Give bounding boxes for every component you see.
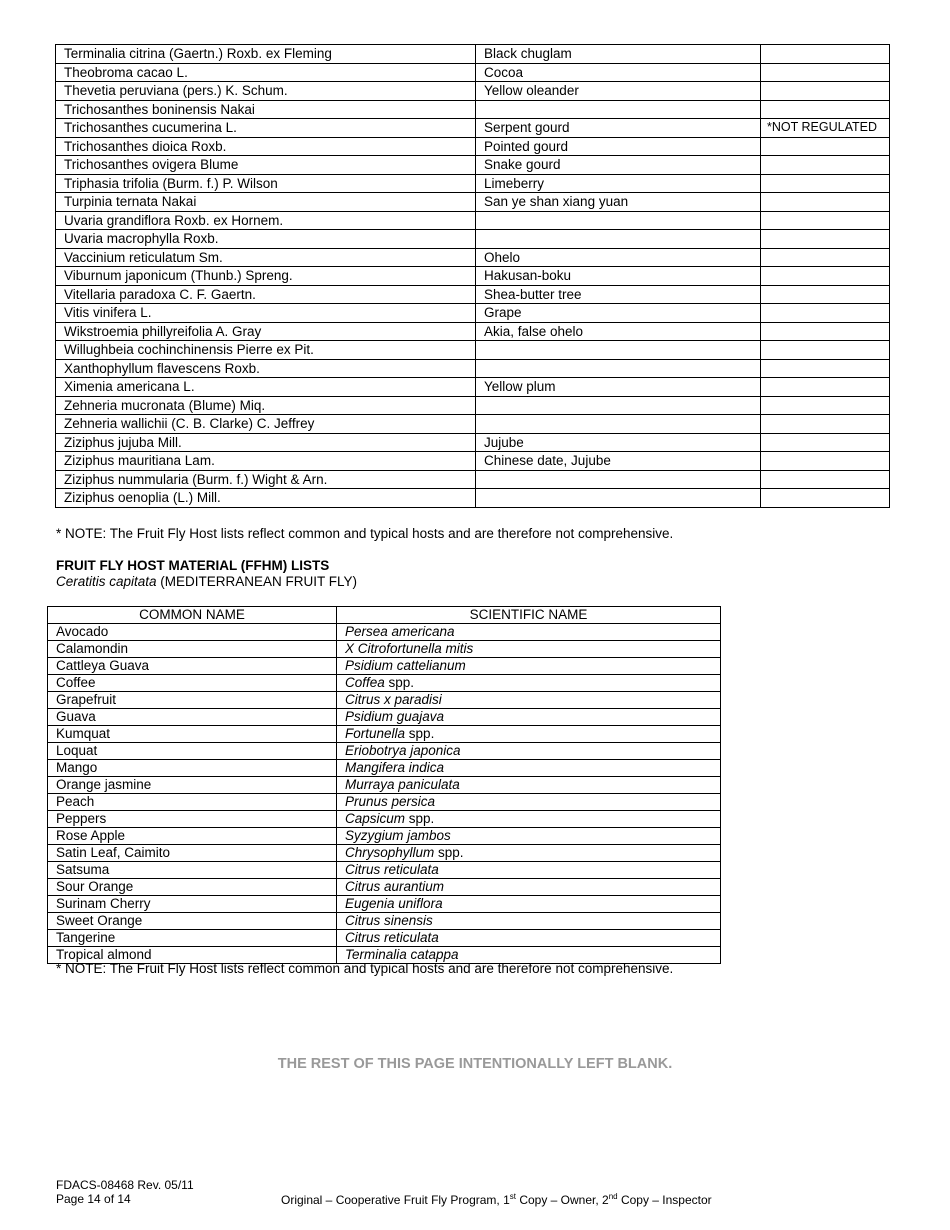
common-name-cell: Chinese date, Jujube [476,452,761,471]
common-name-cell: Pointed gourd [476,137,761,156]
scientific-name-italic: Citrus sinensis [345,913,433,928]
regulation-status-cell [761,63,890,82]
table-row [56,470,890,489]
common-name-cell: Rose Apple [48,828,337,845]
scientific-name-cell: Ziziphus jujuba Mill. [56,433,476,452]
scientific-name-cell [337,862,721,879]
common-name-cell: Kumquat [48,726,337,743]
common-name-cell [476,359,761,378]
scientific-name-italic: Coffea [345,675,385,690]
common-name-cell: Shea-butter tree [476,285,761,304]
scientific-name-cell [337,879,721,896]
scientific-name-cell: Thevetia peruviana (pers.) K. Schum. [56,82,476,101]
table-row [56,174,890,193]
regulation-status-cell [761,285,890,304]
common-name-cell: Hakusan-boku [476,267,761,286]
scientific-name-cell: Theobroma cacao L. [56,63,476,82]
scientific-name-italic: Chrysophyllum [345,845,435,860]
table-row [56,359,890,378]
scientific-name-cell: Zehneria wallichii (C. B. Clarke) C. Jeffrey [56,415,476,434]
scientific-name-italic: Prunus persica [345,794,436,809]
common-name-cell: Calamondin [48,641,337,658]
scientific-name-italic: Eugenia uniflora [345,896,443,911]
common-name-cell: Cattleya Guava [48,658,337,675]
scientific-name-cell: Ziziphus nummularia (Burm. f.) Wight & Arn. [56,470,476,489]
table-row [48,760,721,777]
scientific-name-cell: Zehneria mucronata (Blume) Miq. [56,396,476,415]
table-row [48,709,721,726]
common-name-cell [476,230,761,249]
table-row [56,119,890,138]
table-row [56,267,890,286]
scientific-name-cell [337,930,721,947]
regulation-status-cell [761,156,890,175]
scientific-name-italic: Psidium guajava [345,709,445,724]
regulation-status-cell [761,230,890,249]
scientific-name-cell: Willughbeia cochinchinensis Pierre ex Pit. [56,341,476,360]
table-row [56,378,890,397]
common-name-cell [476,211,761,230]
blank-page-notice: THE REST OF THIS PAGE INTENTIONALLY LEFT BLANK. [277,1056,673,1072]
table-row [48,811,721,828]
common-name-cell: Sweet Orange [48,913,337,930]
table-row [48,726,721,743]
column-header-common: COMMON NAME [48,607,337,624]
ffhm-species [56,574,357,589]
common-name-cell: Serpent gourd [476,119,761,138]
common-name-cell: Grapefruit [48,692,337,709]
regulation-status-cell [761,433,890,452]
table-row [56,304,890,323]
scientific-name-italic: Citrus reticulata [345,930,439,945]
scientific-name-cell [337,726,721,743]
copy-owner: Copy – Owner, 2 [515,1193,609,1207]
common-name-cell: Coffee [48,675,337,692]
scientific-name-italic: Capsicum [345,811,406,826]
scientific-name-cell [337,896,721,913]
host-table-body [56,45,890,508]
common-name-cell: Tropical almond [48,947,337,964]
host-list-note: * NOTE: The Fruit Fly Host lists reflect common and typical hosts and are therefore not comprehensive. [56,526,674,541]
scientific-name-cell [337,675,721,692]
table-row [56,452,890,471]
scientific-name-cell: Ziziphus mauritiana Lam. [56,452,476,471]
scientific-name-italic: Citrus reticulata [345,862,439,877]
scientific-name-cell [337,760,721,777]
regulation-status-cell [761,82,890,101]
scientific-name-italic: Psidium cattelianum [345,658,466,673]
table-row [56,341,890,360]
table-row [48,828,721,845]
regulation-status-cell [761,378,890,397]
scientific-name-cell: Vaccinium reticulatum Sm. [56,248,476,267]
copy-original: Original – Cooperative Fruit Fly Program, 1 [281,1193,510,1207]
common-name-cell [476,341,761,360]
scientific-name-cell [337,743,721,760]
table-row [56,415,890,434]
scientific-name-cell [337,641,721,658]
table-row [56,45,890,64]
common-name-cell: Yellow oleander [476,82,761,101]
regulation-status-cell [761,396,890,415]
common-name-cell [476,470,761,489]
regulation-status-cell [761,211,890,230]
regulation-status-cell [761,489,890,508]
scientific-name-cell: Uvaria grandiflora Roxb. ex Hornem. [56,211,476,230]
table-row [56,433,890,452]
scientific-name-cell [337,777,721,794]
common-name-cell: Grape [476,304,761,323]
common-name-cell: Jujube [476,433,761,452]
scientific-name-cell: Turpinia ternata Nakai [56,193,476,212]
table-row [48,777,721,794]
regulation-status-cell [761,470,890,489]
table-row [56,63,890,82]
regulation-status-cell [761,359,890,378]
table-row [56,396,890,415]
scientific-name-italic: Persea americana [345,624,455,639]
common-name-cell: Satin Leaf, Caimito [48,845,337,862]
form-id: FDACS-08468 Rev. 05/11 [56,1178,194,1192]
table-row [56,211,890,230]
scientific-name-cell [337,845,721,862]
table-row [56,285,890,304]
regulation-status-cell [761,322,890,341]
common-name-cell: Sour Orange [48,879,337,896]
regulation-status-cell [761,100,890,119]
table-row [48,896,721,913]
scientific-name-italic: Murraya paniculata [345,777,460,792]
common-name-cell [476,100,761,119]
regulation-status-cell [761,174,890,193]
scientific-name-cell [337,913,721,930]
scientific-name-cell: Xanthophyllum flavescens Roxb. [56,359,476,378]
regulation-status-cell [761,452,890,471]
scientific-name-italic: Eriobotrya japonica [345,743,461,758]
regulation-status-cell [761,415,890,434]
regulation-status-cell [761,45,890,64]
scientific-name-cell [337,658,721,675]
table-row [48,658,721,675]
scientific-name-cell: Trichosanthes ovigera Blume [56,156,476,175]
scientific-name-cell: Triphasia trifolia (Burm. f.) P. Wilson [56,174,476,193]
scientific-name-italic: Mangifera indica [345,760,445,775]
scientific-name-cell [337,692,721,709]
scientific-name-cell: Terminalia citrina (Gaertn.) Roxb. ex Fleming [56,45,476,64]
regulation-status-cell [761,193,890,212]
scientific-name-italic: Citrus aurantium [345,879,445,894]
common-name-cell: Yellow plum [476,378,761,397]
table-row [56,100,890,119]
common-name-cell: Black chuglam [476,45,761,64]
column-header-scientific: SCIENTIFIC NAME [337,607,721,624]
scientific-name-cell [337,794,721,811]
table-row [56,230,890,249]
common-name-cell: Tangerine [48,930,337,947]
ffhm-list-note: * NOTE: The Fruit Fly Host lists reflect common and typical hosts and are therefore not comprehensive. [56,961,674,976]
common-name-cell: Satsuma [48,862,337,879]
regulation-status-cell [761,137,890,156]
table-row [56,156,890,175]
ffhm-heading: FRUIT FLY HOST MATERIAL (FFHM) LISTS [56,558,330,573]
table-row [48,641,721,658]
scientific-name-italic: Fortunella [345,726,406,741]
common-name-cell [476,489,761,508]
scientific-name-cell: Viburnum japonicum (Thunb.) Spreng. [56,267,476,286]
scientific-name-cell: Trichosanthes boninensis Nakai [56,100,476,119]
common-name-cell: Peach [48,794,337,811]
regulation-status-cell [761,341,890,360]
table-row [48,624,721,641]
species-common-name: (MEDITERRANEAN FRUIT FLY) [156,574,358,589]
species-scientific-name: Ceratitis capitata [56,574,157,589]
page-number: Page 14 of 14 [56,1192,131,1206]
common-name-cell: Guava [48,709,337,726]
scientific-name-italic: Citrus x paradisi [345,692,442,707]
common-name-cell: San ye shan xiang yuan [476,193,761,212]
table-row [56,137,890,156]
scientific-name-suffix: spp. [405,811,435,826]
table-row [56,489,890,508]
common-name-cell [476,396,761,415]
table-row [56,248,890,267]
common-name-cell: Peppers [48,811,337,828]
common-name-cell: Cocoa [476,63,761,82]
scientific-name-suffix: spp. [384,675,415,690]
regulation-status-cell: *NOT REGULATED [761,119,890,138]
scientific-name-cell: Vitellaria paradoxa C. F. Gaertn. [56,285,476,304]
table-row [48,879,721,896]
scientific-name-italic: Terminalia catappa [345,947,459,962]
scientific-name-cell: Wikstroemia phillyreifolia A. Gray [56,322,476,341]
scientific-name-cell [337,811,721,828]
common-name-cell: Snake gourd [476,156,761,175]
common-name-cell: Avocado [48,624,337,641]
table-row [48,692,721,709]
scientific-name-suffix: spp. [405,726,435,741]
common-name-cell: Mango [48,760,337,777]
scientific-name-cell: Trichosanthes cucumerina L. [56,119,476,138]
ffhm-table [47,606,721,964]
table-row [56,82,890,101]
scientific-name-cell: Vitis vinifera L. [56,304,476,323]
table-row [48,794,721,811]
table-row [48,743,721,760]
scientific-name-cell [337,709,721,726]
common-name-cell: Surinam Cherry [48,896,337,913]
scientific-name-cell: Ziziphus oenoplia (L.) Mill. [56,489,476,508]
ffhm-header-row [48,607,721,624]
common-name-cell: Akia, false ohelo [476,322,761,341]
table-row [48,930,721,947]
scientific-name-cell: Uvaria macrophylla Roxb. [56,230,476,249]
scientific-name-italic: Syzygium jambos [345,828,451,843]
table-row [48,845,721,862]
scientific-name-cell [337,828,721,845]
common-name-cell: Orange jasmine [48,777,337,794]
ordinal-second: nd [608,1192,618,1201]
common-name-cell: Ohelo [476,248,761,267]
ffhm-table-body [48,624,721,964]
copy-inspector: Copy – Inspector [617,1193,712,1207]
table-row [56,322,890,341]
scientific-name-suffix: spp. [434,845,464,860]
table-row [48,862,721,879]
host-table [55,44,890,508]
table-row [48,675,721,692]
regulation-status-cell [761,304,890,323]
scientific-name-cell [337,624,721,641]
table-row [48,913,721,930]
table-row [56,193,890,212]
scientific-name-cell: Trichosanthes dioica Roxb. [56,137,476,156]
regulation-status-cell [761,267,890,286]
ordinal-first: st [509,1192,516,1201]
regulation-status-cell [761,248,890,267]
scientific-name-italic: X Citrofortunella mitis [345,641,474,656]
common-name-cell [476,415,761,434]
common-name-cell: Loquat [48,743,337,760]
common-name-cell: Limeberry [476,174,761,193]
copy-distribution [281,1192,712,1207]
scientific-name-cell: Ximenia americana L. [56,378,476,397]
